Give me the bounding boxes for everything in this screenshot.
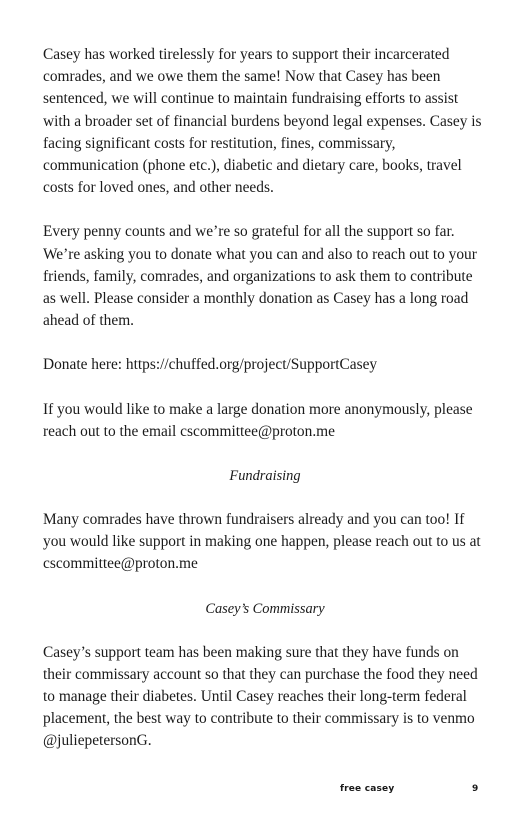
footer-title: free casey [340,784,395,794]
commissary-paragraph: Casey’s support team has been making sure that they have funds on their commissary account so that they can purchase the food they need to manage their diabetes. Until Casey reaches their long-term federal placement, the best way to contribute to their commissary is to venmo @juliepetersonG. [43,643,478,750]
intro-paragraph: Casey has worked tirelessly for years to support their incarcerated comrades, and we owe them the same! Now that Casey has been sentenced, we will continue to maintain fundraising efforts to assist with a broader set of financial burdens beyond legal expenses. Casey is facing significant costs for restitution, fines, commissary, communication (phone etc.), diabetic and dietary care, books, travel costs for loved ones, and other needs. [43,46,482,197]
donation-appeal-paragraph: Every penny counts and we’re so grateful for all the support so far. We’re asking you to donate what you can and also to reach out to your friends, family, comrades, and organizations to ask them to contribute as well. Please consider a monthly donation as Casey has a long road ahead of them. [43,223,477,330]
page-number: 9 [472,784,479,794]
fundraising-heading: Fundraising [229,468,301,485]
fundraising-paragraph: Many comrades have thrown fundraisers already and you can too! If you would like support in making one happen, please reach out to us at cscommittee@proton.me [43,511,481,573]
page-body [43,44,487,753]
anonymous-donation-paragraph: If you would like to make a large donation more anonymously, please reach out to the email cscommittee@proton.me [43,400,473,440]
donate-link-paragraph: Donate here: https://chuffed.org/project/SupportCasey [43,356,378,374]
commissary-heading: Casey’s Commissary [205,600,325,617]
